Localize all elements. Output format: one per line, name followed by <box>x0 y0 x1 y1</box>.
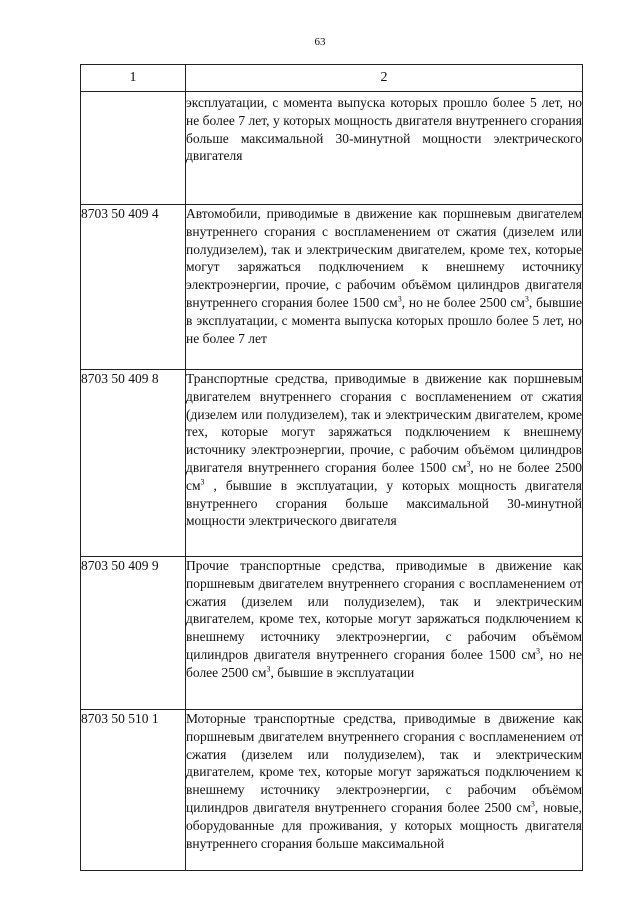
description-text: , но не более 2500 см <box>401 294 525 310</box>
superscript: 3 <box>200 477 205 487</box>
description-text: , бывшие в эксплуатации, у которых мощность двигателя внутреннего сгорания больше максимальной 30-минутной мощности электрического двигателя <box>186 477 582 529</box>
table-row <box>81 710 583 871</box>
description-text: , но не более 2500 см <box>186 459 582 493</box>
table-row <box>81 557 583 710</box>
column-header-2: 2 <box>186 65 583 92</box>
tn-ved-code: 8703 50 409 9 <box>81 557 186 710</box>
tariff-table <box>80 64 583 871</box>
superscript: 3 <box>397 294 402 304</box>
tn-ved-code: 8703 50 409 4 <box>81 205 186 370</box>
table-row <box>81 92 583 205</box>
tn-ved-code: 8703 50 510 1 <box>81 710 186 871</box>
goods-description <box>186 710 583 871</box>
description-text: Прочие транспортные средства, приводимые в движение как поршневым двигателем внутреннего сгорания с воспламенением от сжатия (дизелем или полудизелем), так и электрическим двигателем, кроме тех, которые могут заряжаться подключением к внешнему источнику электроэнергии, с рабочим объёмом цилиндров двигателя внутреннего сгорания более 1500 см <box>186 558 582 662</box>
tn-ved-code <box>81 92 186 205</box>
goods-description <box>186 557 583 710</box>
goods-description <box>186 92 583 205</box>
description-text: , но не более 2500 см <box>186 646 582 680</box>
table-header-row <box>81 65 583 92</box>
page-number: 63 <box>314 36 326 48</box>
description-text: , новые, оборудованные для проживания, у которых мощность двигателя внутреннего сгорания больше максимальной <box>186 799 582 851</box>
superscript: 3 <box>524 294 529 304</box>
description-text: эксплуатации, с момента выпуска которых прошло более 5 лет, но не более 7 лет, у которых мощность двигателя внутреннего сгорания больше максимальной 30-минутной мощности электрического двигателя <box>186 95 582 164</box>
superscript: 3 <box>530 799 535 809</box>
superscript: 3 <box>266 664 271 674</box>
description-text: , бывшие в эксплуатации, с момента выпуска которых прошло более 5 лет, но не более 7 лет <box>186 294 582 346</box>
tn-ved-code: 8703 50 409 8 <box>81 370 186 557</box>
description-text: Автомобили, приводимые в движение как поршневым двигателем внутреннего сгорания с воспламенением от сжатия (дизелем или полудизелем), так и электрическим двигателем, кроме тех, которые могут заряжаться подключением к внешнему источнику электроэнергии, прочие, с рабочим объёмом цилиндров двигателя внутреннего сгорания более 1500 см <box>186 206 582 310</box>
table-row <box>81 205 583 370</box>
column-header-1: 1 <box>81 65 186 92</box>
description-text: Транспортные средства, приводимые в движение как поршневым двигателем внутреннего сгорания с воспламенением от сжатия (дизелем или полудизелем), так и электрическим двигателем, кроме тех, которые могут заряжаться подключением к внешнему источнику электроэнергии, прочие, с рабочим объёмом цилиндров двигателя внутреннего сгорания более 1500 см <box>186 371 582 475</box>
goods-description <box>186 370 583 557</box>
superscript: 3 <box>466 459 471 469</box>
description-text: Моторные транспортные средства, приводимые в движение как поршневым двигателем внутреннего сгорания с воспламенением от сжатия (дизелем или полудизелем), так и электрическим двигателем, кроме тех, которые могут заряжаться подключением к внешнему источнику электроэнергии, с рабочим объёмом цилиндров двигателя внутреннего сгорания более 2500 см <box>186 711 582 815</box>
table-row <box>81 370 583 557</box>
superscript: 3 <box>535 646 540 656</box>
description-text: , бывшие в эксплуатации <box>270 664 415 680</box>
goods-description <box>186 205 583 370</box>
